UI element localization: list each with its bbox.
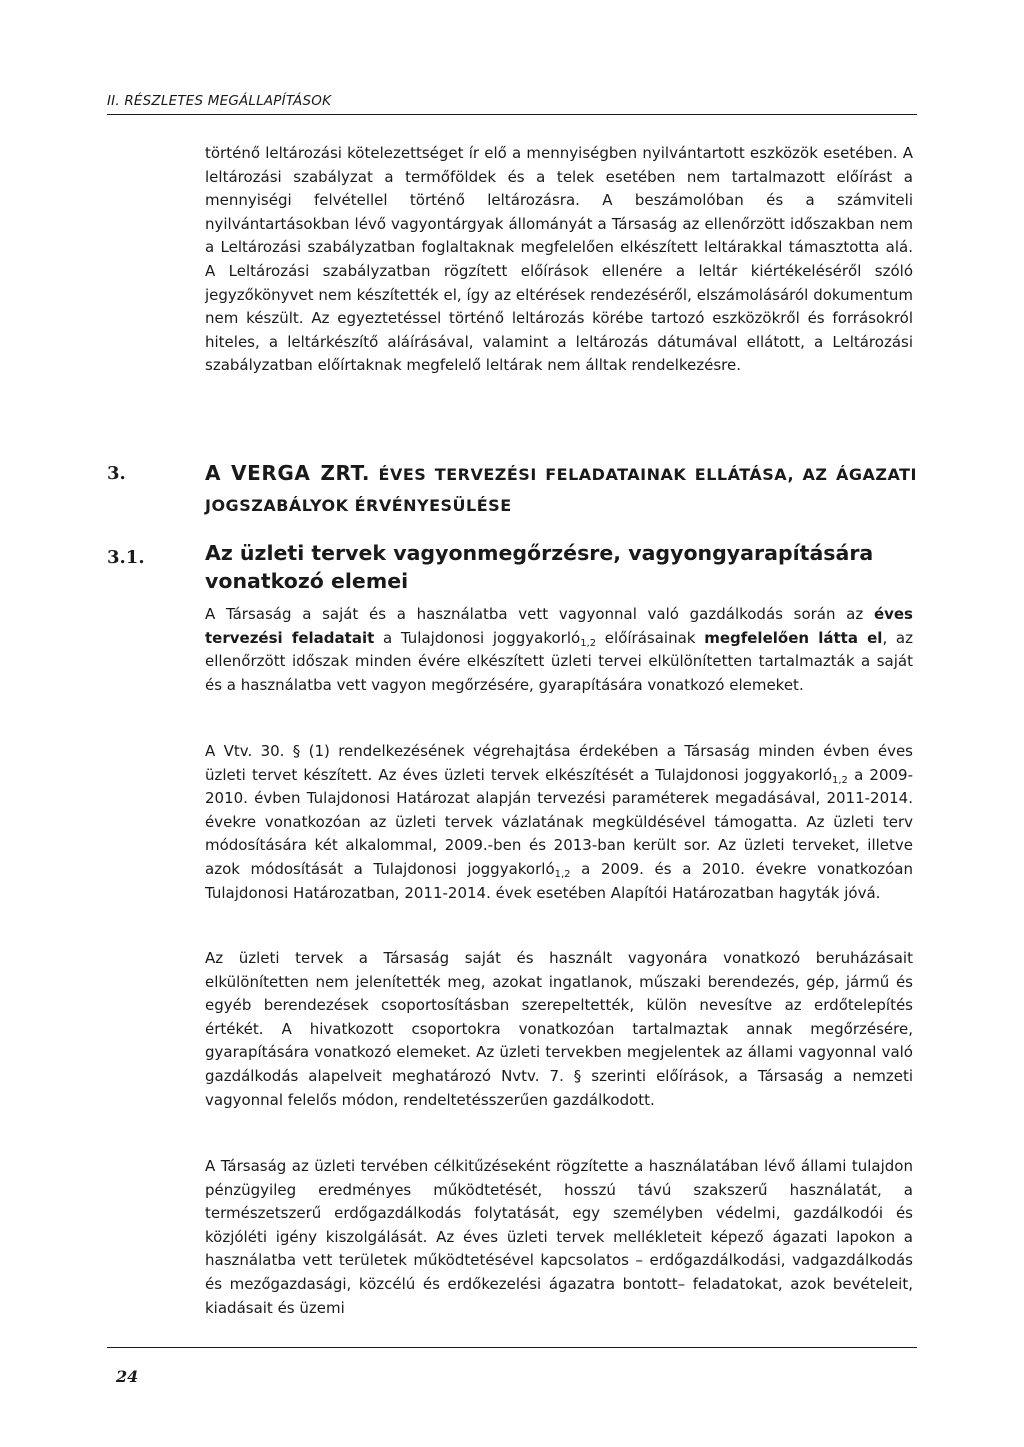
p3-text-3: a 2009. és a 2010. évekre vonatkozóan Tulajdonosi Határozatban, 2011-2014. évek esetében Alapítói Határozatban hagyták jóvá.: [205, 859, 913, 902]
p2-text-2: a Tulajdonosi joggyakorló: [374, 628, 581, 647]
paragraph-celkituzes: A Társaság az üzleti tervében célkitűzéseként rögzítette a használatában lévő állami tulajdon pénzügyileg eredményes működtetését, hosszú távú szakszerű használatát, a természetszerű erdőgazdálkodás folytatását, egy személyben védelmi, gazdálkodói és közjóléti igény kiszolgálását. Az éves üzleti tervek mellékleteit képező ágazati lapokon a használatba vett területek működtetésével kapcsolatos – erdőgazdálkodási, vadgazdálkodás és mezőgazdasági, közcélú és erdőkezelési ágazatra bontott– feladatokat, azok bevételeit, kiadásait és üzemi: [205, 1157, 913, 1317]
paragraph-eves-tervezes: [205, 603, 913, 697]
paragraph-vtv: [205, 740, 913, 905]
p2-subscript-1: 1,2: [580, 637, 597, 649]
paragraph-beruhazasok: Az üzleti tervek a Társaság saját és használt vagyonára vonatkozó beruházásait elkülönítetten nem jelenítették meg, azokat ingatlanok, műszaki berendezés, gép, jármű és egyéb berendezések csoportosításban szerepeltették, külön nevesítve az erdőtelepítés értékét. A hivatkozott csoportokra vonatkozóan tartalmaztak annak megőrzésére, gyarapítására vonatkozó elemeket. Az üzleti tervekben megjelentek az állami vagyonnal való gazdálkodás alapelveit meghatározó Nvtv. 7. § szerinti előírások, a Társaság a nemzeti vagyonnal felelős módon, rendeltetésszerűen gazdálkodott.: [205, 949, 913, 1109]
section-3-title-company: A VERGA ZRT.: [205, 461, 371, 485]
running-head: II. RÉSZLETES MEGÁLLAPÍTÁSOK: [107, 93, 332, 109]
section-3-1-title: Az üzleti tervek vagyonmegőrzésre, vagyongyarapítására vonatkozó elemei: [205, 541, 874, 593]
footer-rule: [107, 1347, 917, 1348]
p2-bold-2: megfelelően látta el: [704, 628, 883, 647]
section-3-title: [205, 458, 917, 521]
p3-subscript-2: 1,2: [554, 868, 571, 880]
p2-text-1: A Társaság a saját és a használatba vett vagyonnal való gazdálkodás során az: [205, 605, 874, 623]
p2-text-3: előírásainak: [596, 628, 705, 647]
section-3-title-rest: ÉVES TERVEZÉSI FELADATAINAK ELLÁTÁSA, AZ ÁGAZATI JOGSZABÁLYOK ÉRVÉNYESÜLÉSE: [205, 465, 917, 515]
section-3-1-number: 3.1.: [107, 547, 145, 568]
section-3-number: 3.: [107, 463, 126, 484]
p2-bold-1: éves tervezési feladatait: [205, 605, 913, 647]
p3-subscript-1: 1,2: [832, 774, 848, 786]
paragraph-leltarozas: történő leltározási kötelezettséget ír elő a mennyiségben nyilvántartott eszközök esetében. A leltározási szabályzat a termőföldek és a telek esetében nem tartalmazott előírást a mennyiségi felvétellel történő leltározásra. A beszámolóban és a számviteli nyilvántartásokban lévő vagyontárgyak állományát a Társaság az ellenőrzött időszakban nem a Leltározási szabályzatban foglaltaknak megfelelően elkészített leltárakkal támasztotta alá. A Leltározási szabályzatban rögzített előírások ellenére a leltár kiértékeléséről szóló jegyzőkönyvet nem készítették el, így az eltérések rendezéséről, elszámolásáról dokumentum nem készült. Az egyeztetéssel történő leltározás körébe tartozó eszközökről és forrásokról hiteles, a leltárkészítő aláírásával, valamint a leltározás dátumával ellátott, a Leltározási szabályzatban előírtaknak megfelelő leltárak nem álltak rendelkezésre.: [205, 144, 913, 375]
p3-text-2: a 2009-2010. évben Tulajdonosi Határozat alapján tervezési paraméterek megadásával, 2011-2014. évekre vonatkozóan az üzleti tervek vázlatának megküldésével támogatta. Az üzleti terv módosítására két alkalommal, 2009.-ben és 2013-ban került sor. Az üzleti terveket, illetve azok módosítását a Tulajdonosi joggyakorló: [205, 765, 913, 878]
header-rule: [107, 114, 917, 115]
page-number: 24: [116, 1367, 139, 1386]
p2-text-4: , az ellenőrzött időszak minden évére elkészített üzleti tervei elkülönítetten tartalmazták a saját és a használatba vett vagyon megőrzésére, gyarapítására vonatkozó elemeket.: [205, 628, 913, 694]
p3-text-1: A Vtv. 30. § (1) rendelkezésének végrehajtása érdekében a Társaság minden évben éves üzleti tervet készített. Az éves üzleti tervek elkészítését a Tulajdonosi joggyakorló: [205, 742, 913, 784]
